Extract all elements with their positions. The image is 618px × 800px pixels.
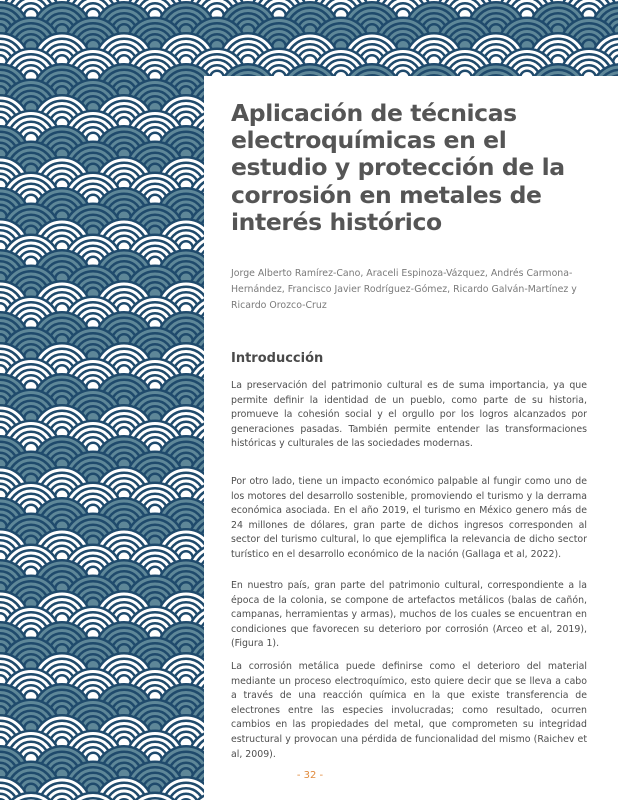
paragraph-1: La preservación del patrimonio cultural es de suma importancia, ya que permite definir la identidad de un pueblo, como parte de su historia, promueve la cohesión social y el orgullo por los logros alcanzados por generaciones pasadas. También permite entender las transformaciones históricas y culturales de las sociedades modernas. xyxy=(231,380,587,450)
paragraph-2: Por otro lado, tiene un impacto económico palpable al fungir como uno de los motores del desarrollo sostenible, promoviendo el turismo y la derrama económica asociada. En el año 2019, el turismo en México genero más de 24 millones de dólares, gran parte de dichos ingresos corresponden al sector del turismo cultural, lo que ejemplifica la relevancia de dicho sector turístico en el desarrollo económico de la nación (Gallaga et al, 2022). xyxy=(231,476,587,560)
page-number: - 32 - xyxy=(296,770,324,781)
paragraph-3: En nuestro país, gran parte del patrimonio cultural, correspondiente a la época de la colonia, se compone de artefactos metálicos (balas de cañón, campanas, herramientas y armas), muchos de los cuales se encuentran en condiciones que favorecen su deterioro por corrosión (Arceo et al, 2019), (Figura 1). xyxy=(231,580,587,650)
paragraph-4: La corrosión metálica puede definirse como el deterioro del material mediante un proceso electroquímico, esto quiere decir que se lleva a cabo a través de una reacción química en la que existe transferencia de electrones entre las especies involucradas; como resultado, ocurren cambios en las propiedades del metal, que comprometen su integridad estructural y provocan una pérdida de funcionalidad del mismo (Raichev et al, 2009). xyxy=(231,661,587,760)
section-heading: Introducción xyxy=(231,351,324,366)
article-authors: Jorge Alberto Ramírez-Cano, Araceli Espinoza-Vázquez, Andrés Carmona-Hernández, Francisco Javier Rodríguez-Gómez, Ricardo Galván-Martínez y Ricardo Orozco-Cruz xyxy=(231,268,577,311)
article-title: Aplicación de técnicas electroquímicas en el estudio y protección de la corrosión en metales de interés histórico xyxy=(231,99,565,236)
